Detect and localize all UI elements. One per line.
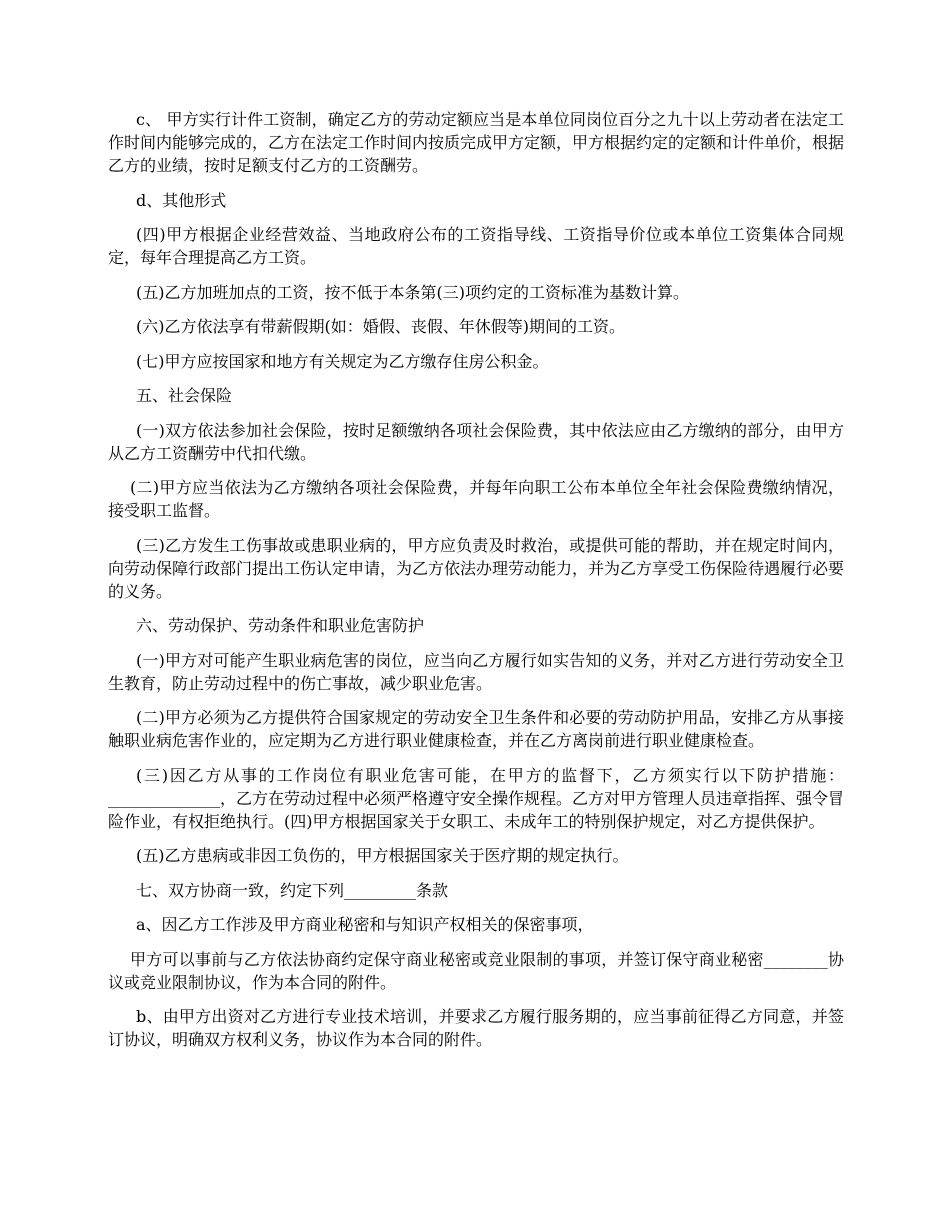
section-heading-agreed-terms: 七、双方协商一致，约定下列_________条款 <box>136 880 449 900</box>
paragraph-7-housing-fund: (七)甲方应按国家和地方有关规定为乙方缴存住房公积金。 <box>136 351 549 371</box>
paragraph-insurance-2: (二)甲方应当依法为乙方缴纳各项社会保险费，并每年向职工公布本单位全年社会保险费缴纳情况，接受职工监督。 <box>108 478 844 520</box>
section-heading-labor-protection: 六、劳动保护、劳动条件和职业危害防护 <box>136 616 425 635</box>
paragraph-confidentiality-a: a、因乙方工作涉及甲方商业秘密和与知识产权相关的保密事项， <box>136 915 594 934</box>
paragraph-protection-1: (一)甲方对可能产生职业病危害的岗位，应当向乙方履行如实告知的义务，并对乙方进行劳动安全卫生教育，防止劳动过程中的伤亡事故，减少职业危害。 <box>108 650 844 693</box>
paragraph-insurance-1: (一)双方依法参加社会保险，按时足额缴纳各项社会保险费，其中依法应由乙方缴纳的部分，由甲方从乙方工资酬劳中代扣代缴。 <box>108 420 844 463</box>
paragraph-confidentiality-agreement: 甲方可以事前与乙方依法协商约定保守商业秘密或竞业限制的事项，并签订保守商业秘密________协议或竞业限制协议，作为本合同的附件。 <box>108 949 844 992</box>
paragraph-6-paid-leave: (六)乙方依法享有带薪假期(如：婚假、丧假、年休假等)期间的工资。 <box>136 317 625 336</box>
paragraph-4-wage-increase: (四)甲方根据企业经营效益、当地政府公布的工资指导线、工资指导价位或本单位工资集体合同规定，每年合理提高乙方工资。 <box>108 225 844 267</box>
paragraph-piece-rate: c、 甲方实行计件工资制，确定乙方的劳动定额应当是本单位同岗位百分之九十以上劳动者在法定工作时间内能够完成的，乙方在法定工作时间内按质完成甲方定额，甲方根据约定的定额和计件单价，根据乙方的业绩，按时足额支付乙方的工资酬劳。 <box>108 110 845 175</box>
paragraph-training-b: b、由甲方出资对乙方进行专业技术培训，并要求乙方履行服务期的，应当事前征得乙方同意，并签订协议，明确双方权利义务，协议作为本合同的附件。 <box>108 1007 844 1049</box>
section-heading-social-insurance: 五、社会保险 <box>136 386 233 405</box>
paragraph-insurance-3: (三)乙方发生工伤事故或患职业病的，甲方应负责及时救治，或提供可能的帮助，并在规定时间内，向劳动保障行政部门提出工伤认定申请，为乙方依法办理劳动能力，并为乙方享受工伤保险待遇履行必要的义务。 <box>108 535 845 601</box>
paragraph-5-overtime: (五)乙方加班加点的工资，按不低于本条第(三)项约定的工资标准为基数计算。 <box>136 282 689 302</box>
paragraph-protection-3: (三)因乙方从事的工作岗位有职业危害可能，在甲方的监督下，乙方须实行以下防护措施：______________，乙方在劳动过程中必须严格遵守安全操作规程。乙方对甲方管理人员违章指挥、强令冒险作业，有权拒绝执行。(四)甲方根据国家关于女职工、未成年工的特别保护规定，对乙方提供保护。 <box>108 765 845 831</box>
paragraph-protection-2: (二)甲方必须为乙方提供符合国家规定的劳动安全卫生条件和必要的劳动防护用品，安排乙方从事接触职业病危害作业的，应定期为乙方进行职业健康检查，并在乙方离岗前进行职业健康检查。 <box>108 708 844 750</box>
document-page <box>108 108 844 1063</box>
paragraph-other-forms: d、其他形式 <box>136 190 227 210</box>
paragraph-protection-5: (五)乙方患病或非因工负伤的，甲方根据国家关于医疗期的规定执行。 <box>136 846 629 865</box>
